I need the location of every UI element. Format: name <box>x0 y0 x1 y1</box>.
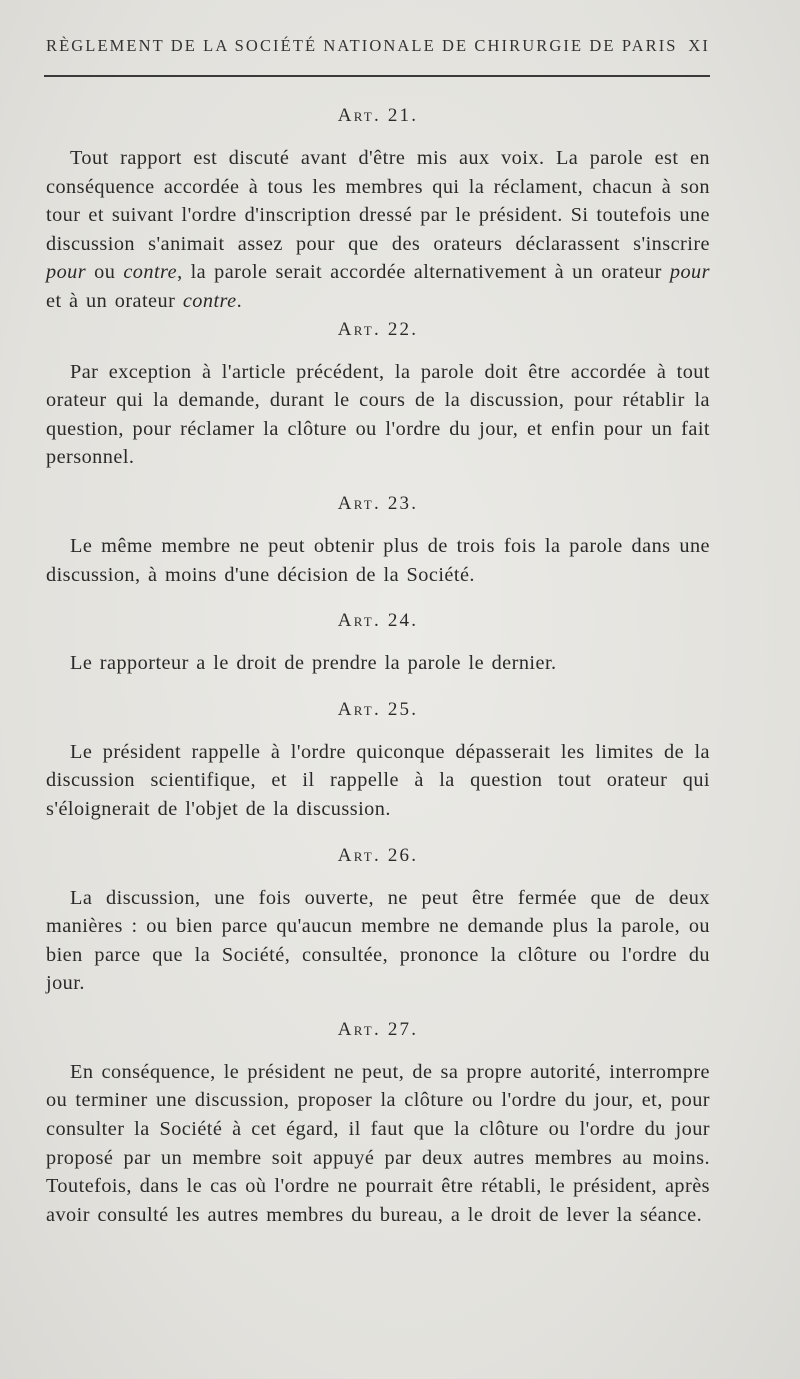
article-27 <box>46 1016 710 1230</box>
article-heading: Art. 25. <box>337 698 419 720</box>
article-text: En conséquence, le président ne peut, de sa propre autorité, interrompre ou terminer une discussion, proposer la clôture ou l'ordre du jour, et, pour consulter la Société à cet égard, il faut que la clôture ou l'ordre du jour proposé par un membre soit appuyé par deux autres membres au moins. Toutefois, dans le cas où l'ordre ne pourrait être rétabli, le président, après avoir consulté les autres membres du bureau, a le droit de lever la séance. <box>46 1060 710 1226</box>
article-24 <box>46 607 710 678</box>
page-body <box>46 102 710 1229</box>
article-text: Le rapporteur a le droit de prendre la parole le dernier. <box>70 652 557 675</box>
article-23 <box>46 490 710 589</box>
article-heading: Art. 21. <box>337 105 419 126</box>
article-heading: Art. 23. <box>337 492 419 514</box>
article-text: Tout rapport est discuté avant d'être mis aux voix. La parole est en conséquence accordée à tous les membres qui la réclament, chacun à son tour et suivant l'ordre d'inscription dressé par le président. Si toutefois une discussion s'animait assez pour que des orateurs déclarassent s'inscrire pour ou contre, la parole serait accordée alternativement à un orateur pour et à un orateur contre. <box>46 147 710 312</box>
header-rule <box>44 75 710 77</box>
article-text: Par exception à l'article précédent, la parole doit être accordée à tout orateur qui la demande, durant le cours de la discussion, pour rétablir la question, pour réclamer la clôture ou l'ordre du jour, et enfin pour un fait personnel. <box>46 360 710 469</box>
article-22 <box>46 316 710 472</box>
article-text: Le président rappelle à l'ordre quiconque dépasserait les limites de la discussion scientifique, et il rappelle à la question tout orateur qui s'éloignerait de l'objet de la discussion. <box>46 740 710 820</box>
article-heading: Art. 26. <box>337 844 419 866</box>
article-text: Le même membre ne peut obtenir plus de trois fois la parole dans une discussion, à moins d'une décision de la Société. <box>46 534 710 586</box>
article-heading: Art. 27. <box>337 1018 419 1040</box>
article-26 <box>46 842 710 998</box>
article-21 <box>46 102 710 316</box>
running-header <box>46 36 710 56</box>
article-heading: Art. 22. <box>337 318 419 340</box>
article-heading: Art. 24. <box>337 610 419 632</box>
page-number: XI <box>688 36 710 55</box>
article-25 <box>46 696 710 824</box>
running-header-title: RÈGLEMENT DE LA SOCIÉTÉ NATIONALE DE CHIRURGIE DE PARIS <box>46 36 678 55</box>
article-text: La discussion, une fois ouverte, ne peut être fermée que de deux manières : ou bien parce qu'aucun membre ne demande plus la parole, ou bien parce que la Société, consultée, prononce la clôture ou l'ordre du jour. <box>46 886 710 995</box>
